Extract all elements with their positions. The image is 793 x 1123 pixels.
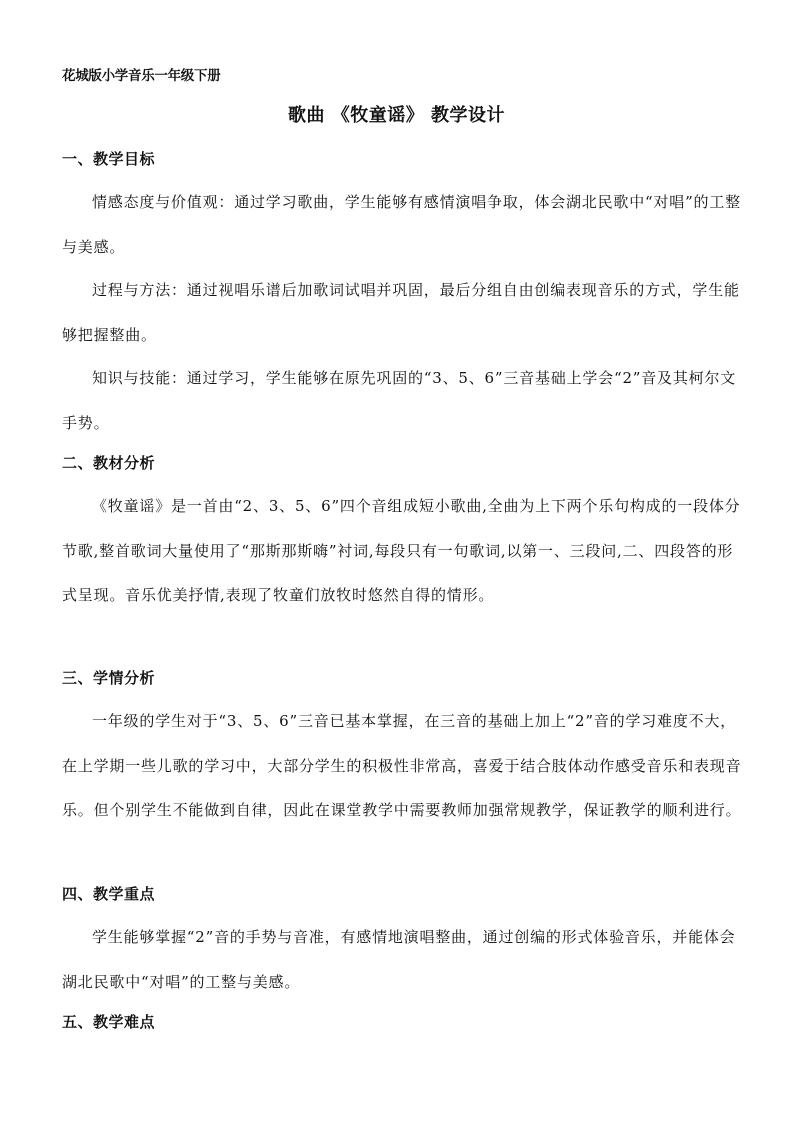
paragraph-emotion: 情感态度与价值观：通过学习歌曲，学生能够有感情演唱争取，体会湖北民歌中“对唱”的工整与美感。	[62, 193, 741, 256]
section-heading-difficulties: 五、教学难点	[62, 1013, 156, 1031]
section-heading-keypoints: 四、教学重点	[62, 885, 156, 903]
paragraph-material: 《牧童谣》是一首由“2、3、5、6”四个音组成短小歌曲,全曲为上下两个乐句构成的一段体分节歌,整首歌词大量使用了“那斯那斯嗨”衬词,每段只有一句歌词,以第一、三段问,二、四段答的形式呈现。音乐优美抒情,表现了牧童们放牧时悠然自得的情形。	[62, 497, 741, 604]
section-heading-material: 二、教材分析	[62, 454, 156, 472]
document-title: 歌曲 《牧童谣》 教学设计	[287, 105, 506, 126]
paragraph-knowledge: 知识与技能：通过学习，学生能够在原先巩固的“3、5、6”三音基础上学会“2”音及其柯尔文手势。	[62, 369, 737, 432]
paragraph-keypoints: 学生能够掌握“2”音的手势与音准，有感情地演唱整曲，通过创编的形式体验音乐，并能体会湖北民歌中“对唱”的工整与美感。	[62, 928, 736, 991]
paragraph-process: 过程与方法：通过视唱乐谱后加歌词试唱并巩固，最后分组自由创编表现音乐的方式，学生能够把握整曲。	[62, 281, 740, 344]
header-note: 花城版小学音乐一年级下册	[62, 68, 221, 84]
paragraph-learners: 一年级的学生对于“3、5、6”三音已基本掌握，在三音的基础上加上“2”音的学习难度不大，在上学期一些儿歌的学习中，大部分学生的积极性非常高，喜爱于结合肢体动作感受音乐和表现音乐。但个别学生不能做到自律，因此在课堂教学中需要教师加强常规教学，保证教学的顺利进行。	[62, 712, 742, 819]
section-heading-learners: 三、学情分析	[62, 669, 156, 687]
section-heading-objectives: 一、教学目标	[62, 150, 156, 168]
